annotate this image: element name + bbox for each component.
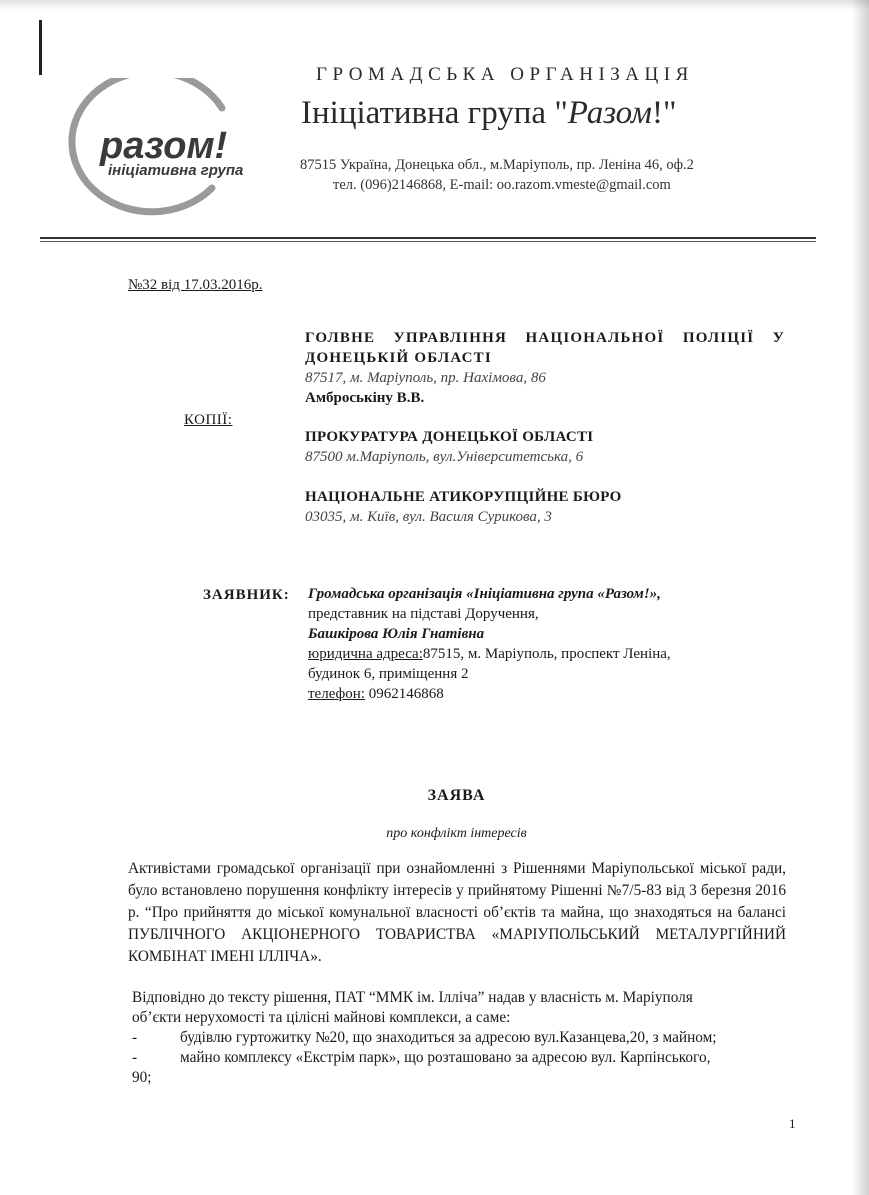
applicant-block xyxy=(308,584,748,704)
logo-main-text: разом! xyxy=(100,125,228,167)
list-dash: - xyxy=(132,1029,138,1046)
phone-label: телефон: xyxy=(308,686,365,702)
recipient-name: НАЦІОНАЛЬНЕ АТИКОРУПЦІЙНЕ БЮРО xyxy=(305,489,622,505)
applicant-label: ЗАЯВНИК: xyxy=(203,587,290,603)
scan-top-shadow xyxy=(0,0,869,10)
document-subtitle-text: про конфлікт інтересів xyxy=(386,826,527,841)
org-name-suffix: !" xyxy=(651,95,677,131)
legal-address-continued: будинок 6, приміщення 2 xyxy=(308,666,469,682)
applicant-representative: Башкірова Юлія Гнатівна xyxy=(308,626,485,642)
org-contacts: тел. (096)2146868, E-mail: oo.razom.vmeste@gmail.com xyxy=(333,177,671,193)
org-name-italic: Разом xyxy=(567,95,652,131)
logo-sub-text: ініціативна група xyxy=(108,162,244,179)
applicant-basis: представник на підставі Доручення, xyxy=(308,606,539,622)
letter-number: №32 від 17.03.2016р. xyxy=(128,277,263,293)
header-rule-thick xyxy=(40,237,816,239)
recipient-name: ГОЛВНЕ УПРАВЛІННЯ НАЦІОНАЛЬНОЇ ПОЛІЦІЇ У ДОНЕЦЬКІЙ ОБЛАСТІ xyxy=(305,330,785,366)
org-type: ГРОМАДСЬКА ОРГАНІЗАЦІЯ xyxy=(316,64,694,85)
list-item xyxy=(132,1048,792,1068)
applicant-org: Громадська організація «Ініціативна група «Разом!», xyxy=(308,586,661,602)
org-name-prefix: Ініціативна група " xyxy=(301,95,568,131)
recipient-police xyxy=(305,328,785,408)
recipient-address: 87500 м.Маріуполь, вул.Університетська, 6 xyxy=(305,449,584,465)
page-number: 1 xyxy=(789,1116,796,1131)
document-subtitle xyxy=(0,826,869,842)
body-paragraph-1: Активістами громадської організації при ознайомленні з Рішеннями Маріупольської міської ради, було встановлено порушення конфлікту інтересів у прийнятому Рішенні №7/5-83 від 3 березня 2016 р. “Про прийняття до міської комунальної власності об’єктів та майна, що знаходяться на балансі ПУБЛІЧНОГО АКЦІОНЕРНОГО ТОВАРИСТВА «МАРІУПОЛЬСЬКИЙ МЕТАЛУРГІЙНИЙ КОМБІНАТ ІМЕНІ ІЛЛІЧА». xyxy=(128,860,786,965)
scan-edge-shadow xyxy=(851,0,869,1195)
list-dash: - xyxy=(132,1049,138,1066)
list-item-text: майно комплексу «Екстрім парк», що розташовано за адресою вул. Карпінського, xyxy=(180,1049,711,1066)
logo-graphic xyxy=(62,78,252,218)
paragraph-2-line-1: Відповідно до тексту рішення, ПАТ “ММК ім. Ілліча” надав у власність м. Маріуполя xyxy=(132,989,693,1006)
document-title xyxy=(0,787,869,805)
applicant-phone xyxy=(308,684,748,704)
legal-address-label: юридична адреса: xyxy=(308,646,423,662)
list-item-continuation: 90; xyxy=(132,1069,152,1086)
recipient-address: 03035, м. Київ, вул. Василя Сурикова, 3 xyxy=(305,509,552,525)
recipient-person: Амброськіну В.В. xyxy=(305,390,425,406)
document-title-text: ЗАЯВА xyxy=(427,787,486,804)
recipient-address: 87517, м. Маріуполь, пр. Нахімова, 86 xyxy=(305,370,546,386)
copies-label: КОПІЇ: xyxy=(184,412,233,428)
scan-margin-mark xyxy=(39,20,42,75)
organization-logo xyxy=(62,78,252,218)
org-address: 87515 Україна, Донецька обл., м.Маріуполь, пр. Леніна 46, оф.2 xyxy=(300,157,694,173)
org-name xyxy=(301,95,676,132)
recipient-prosecutor xyxy=(305,427,785,467)
paragraph-2-line-2: об’єкти нерухомості та цілісні майнові комплекси, а саме: xyxy=(132,1009,511,1026)
recipient-nabu xyxy=(305,487,785,527)
legal-address-value: 87515, м. Маріуполь, проспект Леніна, xyxy=(422,646,671,662)
list-item-text: будівлю гуртожитку №20, що знаходиться за адресою вул.Казанцева,20, з майном; xyxy=(180,1029,717,1046)
recipient-name: ПРОКУРАТУРА ДОНЕЦЬКОЇ ОБЛАСТІ xyxy=(305,429,594,445)
header-rule-thin xyxy=(40,241,816,242)
list-item xyxy=(132,1028,792,1048)
phone-value: 0962146868 xyxy=(364,686,444,702)
applicant-legal-address xyxy=(308,644,748,664)
body-paragraph-2 xyxy=(132,988,792,1088)
